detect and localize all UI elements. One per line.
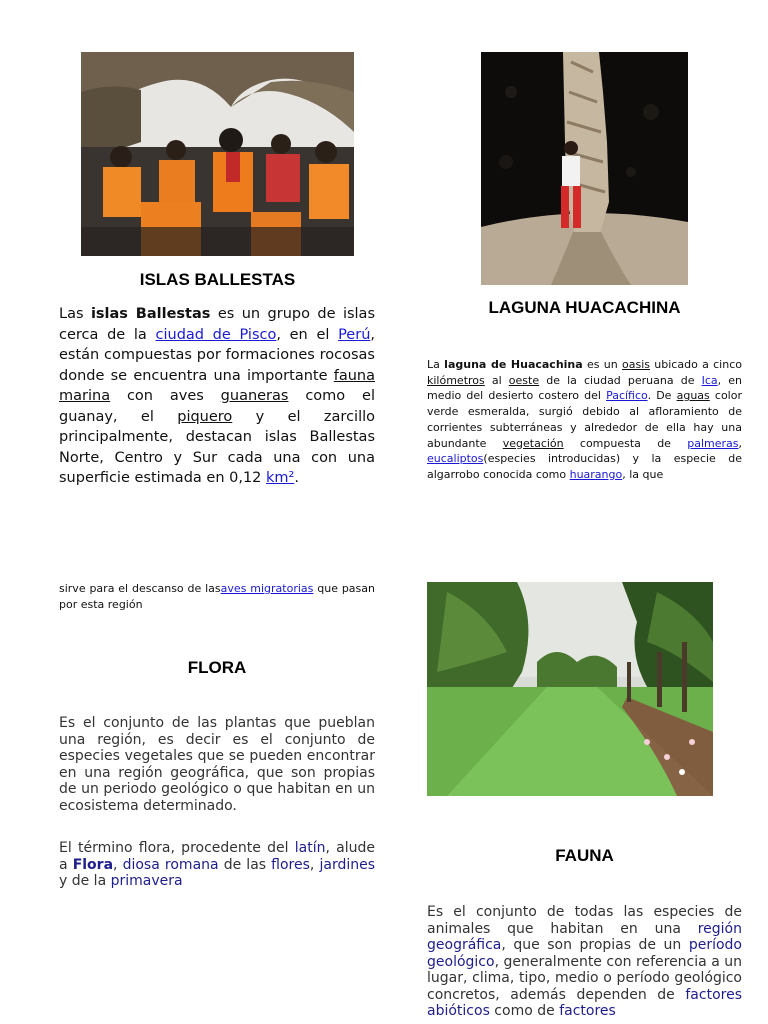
fauna-title: FAUNA	[555, 846, 614, 865]
primavera-link[interactable]: primavera	[110, 873, 183, 889]
piquero-link[interactable]: piquero	[177, 408, 233, 425]
flores-link[interactable]: flores	[271, 856, 310, 873]
factores-abioticos-link[interactable]: factores abióticos	[427, 986, 742, 1019]
romana-link[interactable]: romana	[164, 856, 219, 873]
flora-title: FLORA	[187, 658, 247, 677]
fauna-paragraph: Es el conjunto de todas las especies de animales que habitan en una región geográfica, que son propias de un período geológico, generalmente con referencia a un lugar, clima, tipo, medio o período geológico concretos, además dependen de factores abióticos como de factores	[427, 904, 742, 1019]
jardines-link[interactable]: jardines	[319, 856, 376, 873]
aves-migratorias-link[interactable]: aves migratorias	[220, 582, 314, 595]
islas-ballestas-paragraph: Las islas Ballestas es un grupo de islas cerca de la ciudad de Pisco, en el Perú, están compuestas por formaciones rocosas donde se encuentra una importante fauna marina con aves guaneras como el guanay, el piquero y el zarcillo principalmente, destacan islas Ballestas Norte, Centro y Sur cada una con una superficie estimada en 0,12 km².	[59, 306, 375, 486]
factores-link[interactable]: factores	[559, 1003, 616, 1019]
kilometros-link[interactable]: kilómetros	[427, 373, 485, 387]
laguna-huacachina-paragraph: La laguna de Huacachina es un oasis ubicado a cinco kilómetros al oeste de la ciudad peruana de Ica, en medio del desierto costero del Pacífico. De aguas color verde esmeralda, surgió debido al afloramiento de corrientes subterráneas y alrededor de ella hay una abundante vegetación compuesta de palmeras, eucaliptos(especies introducidas) y la especie de algarrobo conocida como huarango, la que	[427, 358, 742, 481]
huarango-link[interactable]: huarango	[569, 467, 623, 481]
flora-paragraph-2: El término flora, procedente del latín, alude a Flora, diosa romana de las flores, jardines y de la primavera	[59, 840, 376, 889]
marina-link[interactable]: marina	[59, 388, 111, 404]
islas-ballestas-photo	[81, 52, 354, 256]
region-geografica-link[interactable]: región geográfica	[427, 920, 742, 953]
km2-link[interactable]: km²	[266, 470, 295, 486]
flora-paragraph-1: Es el conjunto de las plantas que pueblan una región, es decir es el conjunto de especies vegetales que se pueden encontrar en una región geográfica, que son propias de un periodo geológico o que habitan en un ecosistema determinado.	[59, 715, 375, 814]
laguna-huacachina-photo	[481, 52, 688, 285]
vegetacion-link[interactable]: vegetación	[502, 436, 564, 450]
latin-link[interactable]: latín	[294, 840, 326, 856]
peru-link[interactable]: Perú	[338, 326, 371, 343]
ica-link[interactable]: Ica	[701, 373, 718, 387]
garden-photo	[427, 582, 713, 796]
guaneras-link[interactable]: guaneras	[220, 388, 289, 404]
flora-link[interactable]: Flora	[72, 856, 114, 873]
eucaliptos-link[interactable]: eucaliptos	[427, 452, 484, 466]
ciudad-de-pisco-link[interactable]: ciudad de Pisco	[155, 326, 277, 343]
palmeras-link[interactable]: palmeras	[687, 436, 739, 450]
diosa-link[interactable]: diosa	[122, 856, 160, 873]
aguas-link[interactable]: aguas	[676, 389, 710, 403]
periodo-geologico-link[interactable]: período geológico	[427, 937, 742, 970]
islas-ballestas-title: ISLAS BALLESTAS	[139, 270, 296, 289]
oasis-link[interactable]: oasis	[622, 358, 650, 371]
oeste-link[interactable]: oeste	[508, 373, 540, 387]
laguna-huacachina-title: LAGUNA HUACACHINA	[488, 298, 681, 317]
fauna-link[interactable]: fauna	[333, 367, 375, 384]
pacifico-link[interactable]: Pacífico	[606, 389, 648, 403]
laguna-continuation-paragraph: sirve para el descanso de lasaves migratorias que pasan por esta región	[59, 582, 375, 611]
